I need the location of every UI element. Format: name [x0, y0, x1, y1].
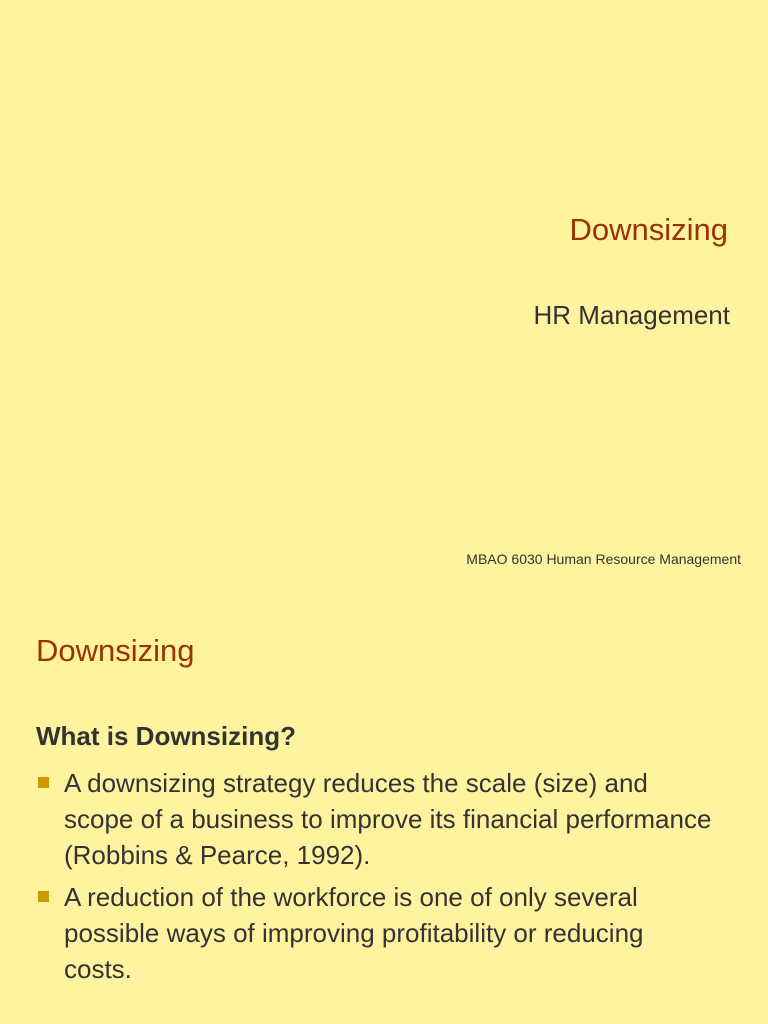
bullet-item: [36, 765, 716, 873]
square-bullet-icon: [38, 891, 49, 902]
bullet-list: [36, 765, 716, 993]
slide-footer: MBAO 6030 Human Resource Management: [466, 551, 741, 567]
section-heading: What is Downsizing?: [36, 721, 296, 751]
bullet-text: A downsizing strategy reduces the scale (size) and scope of a business to improve its financial performance (Robbins & Pearce, 1992).: [64, 768, 712, 870]
bullet-item: [36, 879, 716, 987]
slide-title-heading: Downsizing: [569, 212, 728, 247]
slide-content: [0, 595, 768, 1024]
bullet-text: A reduction of the workforce is one of only several possible ways of improving profitability or reducing costs.: [64, 882, 644, 984]
slide-content-title: Downsizing: [36, 633, 195, 668]
slide-subtitle: HR Management: [533, 300, 730, 330]
square-bullet-icon: [38, 777, 49, 788]
